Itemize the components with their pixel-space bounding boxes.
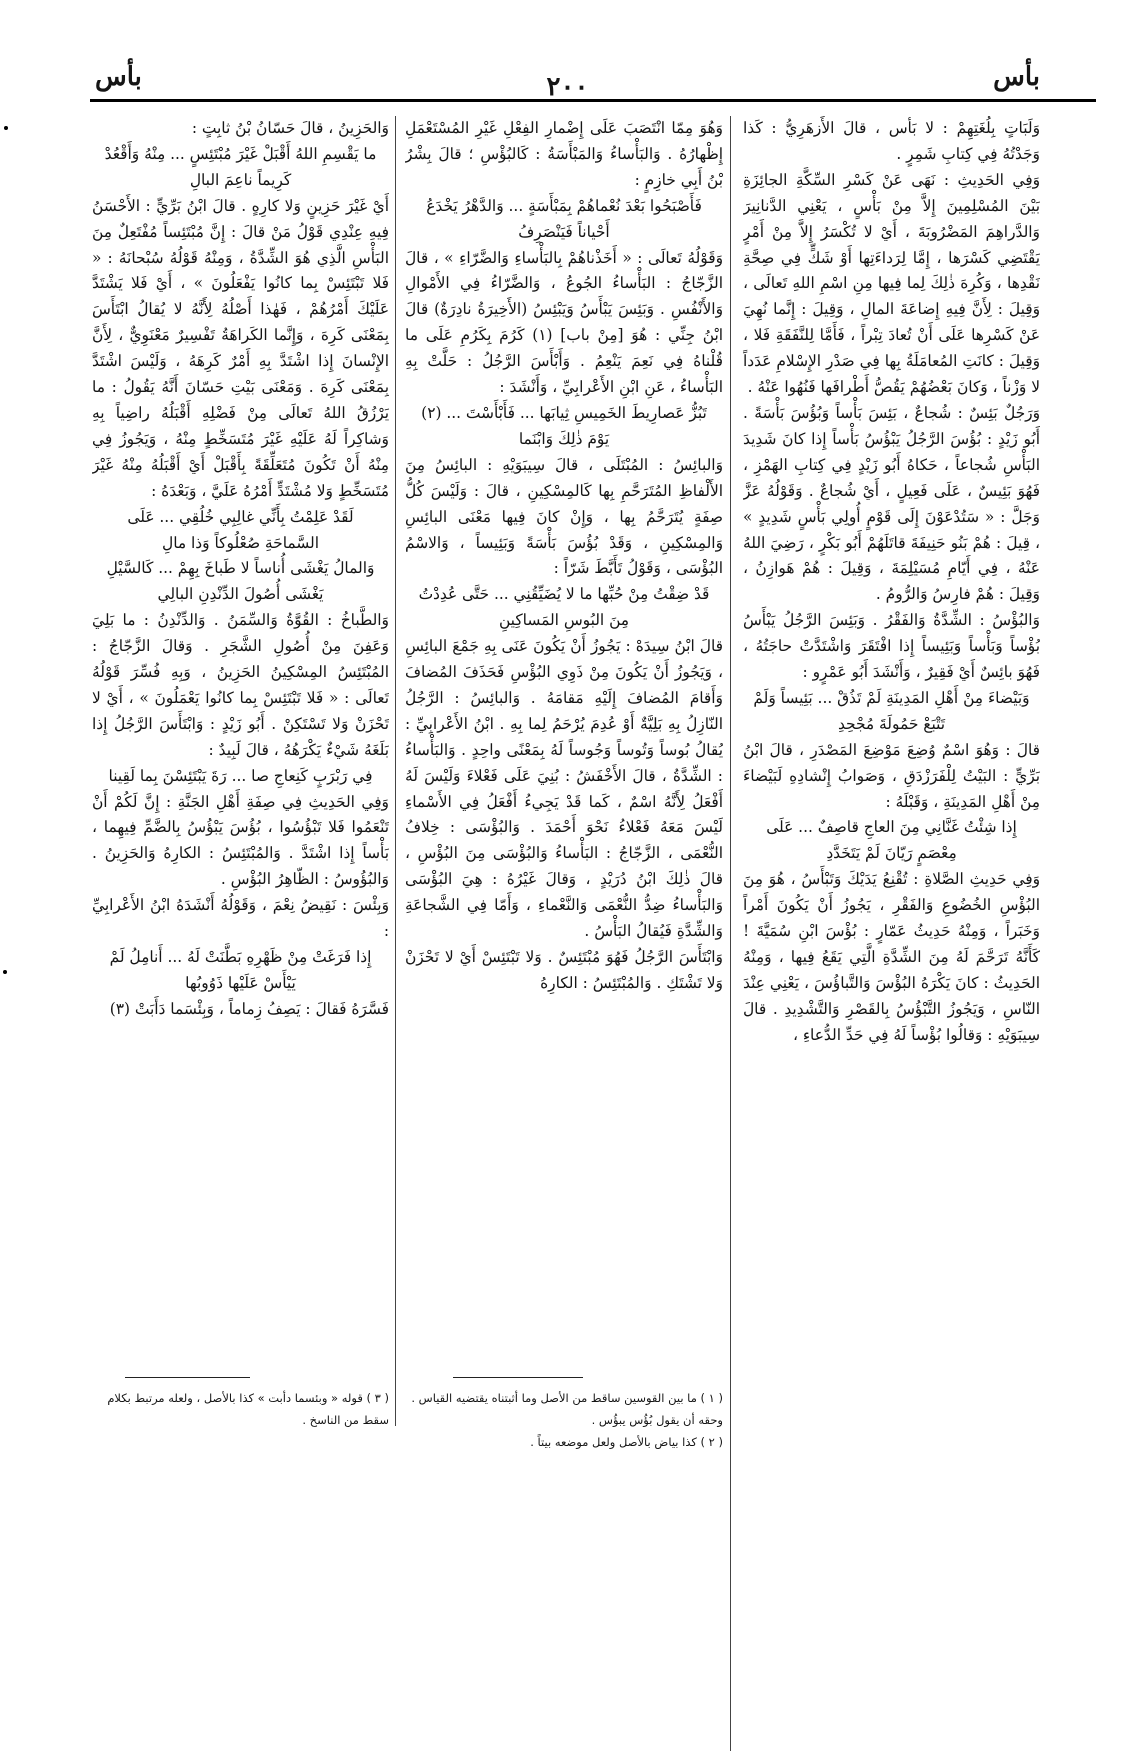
verse: ما يَقْسِمِ اللهُ أَقْبَلْ غَيْرَ مُبْتَئِسٍ ... مِنْهُ وَأَقْعُدْ كَرِيماً ناعِمَ البالِ — [104, 144, 377, 189]
footnote-rule — [453, 1377, 583, 1378]
headword-right: بأس — [993, 62, 1040, 92]
paragraph: وَالبائِسُ : المُبْتَلَى ، قالَ سِيبَوَيْهِ : البائِسُ مِنَ الأَلْفاظِ المُتَرَحَّمِ بِها كَالمِسْكِينِ ، قالَ : وَلَيْسَ كُلُّ صِفَةٍ يُتَرَحَّمُ بِها ، وَإِنْ كانَ فِيها مَعْنَى البائِسِ وَالمِسْكِينِ ، وَقَدْ بُؤُسَ بَأْسَةً وَبَئِيساً ، وَالاسْمُ البُؤْسَى ، وَقَوْلُ تَأَبَّطَ شَرّاً : — [405, 455, 723, 578]
column-right — [743, 116, 1040, 1456]
footnote: ( ٢ ) كذا بياض بالأصل ولعل موضعه بيتاً . — [530, 1435, 723, 1449]
verse: فَأَصْبَحُوا بَعْدَ نُعْماهُمْ بِمَبْأَسَةٍ ... وَالدَّهْرُ يَخْدَعُ أَحْياناً فَيَنْصَرِفُ — [426, 196, 702, 241]
footnote: ( ١ ) ما بين القوسين ساقط من الأصل وما أثبتناه يقتضيه القياس . وحقه أن يقول بُؤُس يبؤُس . — [411, 1391, 723, 1427]
verse: وَالمالُ يَغْشَى أُناساً لا طَباخَ بِهِمْ ... كَالسَّيْلِ يَغْشَى أُصُولَ الدِّنْدِنِ البالِي — [106, 559, 375, 604]
headword-left: بأس — [95, 62, 142, 92]
verse: تَبُزُّ عَصارِيطَ الخَمِيسِ ثِيابَها ... فَأَبْأَسْتَ ... (٢) يَوْمَ ذٰلِكَ وَابْنَما — [421, 403, 707, 448]
verse: فِي رَبْرَبٍ كَنِعاجِ صا ... رَةَ يَبْتَئِسْنَ بِما لَقِينا — [108, 766, 373, 785]
column-divider-left — [395, 116, 396, 1426]
footnotes-middle — [405, 1387, 723, 1453]
paragraph: وَالبُؤْسُ : الشِّدَّةُ وَالفَقْرُ . وَبَئِسَ الرَّجُلُ يَبْأَسُ بُؤْساً وَبَأْساً وَبَئِيساً إِذا افْتَقَرَ وَاشْتَدَّتْ حاجَتُهُ ، فَهُوَ بائِسٌ أَيْ فَقِيرٌ ، وَأَنْشَدَ أَبُو عَمْرٍو : — [743, 611, 1040, 682]
paragraph: فَسَّرَهُ فَقالَ : يَصِفُ زِماماً ، وَبِئْسَما دَأَبَتْ (٣) — [109, 999, 389, 1018]
verse: قَدْ ضِقْتُ مِنْ حُبِّها ما لا يُضَيِّقُنِي ... حَتَّى عُدِدْتُ مِنَ البُوسِ المَساكِينِ — [418, 585, 710, 630]
paragraph: وَفِي الحَدِيثِ فِي صِفَةِ أَهْلِ الجَنَّةِ : إِنَّ لَكُمْ أَنْ تَنْعَمُوا فَلا تَبْؤُسُوا ، بُؤُسَ يَبْؤُسُ بِالضَّمِّ فِيهِما ، بَأْساً إِذا اشْتَدَّ . وَالمُبْتَئِسُ : الكارِهُ وَالحَزِينُ . وَالبُؤُوسُ : الظّاهِرُ البُؤْسِ . — [92, 792, 389, 889]
paragraph: وَلَبَاتٍ بِلُغَتِهِمْ : لا بَأْس ، قالَ الأَزهَرِيُّ : كَذا وَجَدْتُهُ فِي كِتابِ شَمِرٍ . — [743, 119, 1040, 163]
paragraph: قالَ ابْنُ سِيدَهْ : يَجُوزُ أَنْ يَكُونَ عَنَى بِهِ جَمْعَ البائِسِ ، وَيَجُوزُ أَنْ يَكُونَ مِنْ ذَوِي البُؤْسِ فَحَذَفَ المُضافَ وَأَقامَ المُضافَ إِلَيْهِ مَقامَهُ . وَالبائِسُ : الرَّجُلُ النّازِلُ بِهِ بَلِيَّةٌ أَوْ عُدِمَ يُرْحَمُ لِما بِهِ . ابْنُ الأَعْرابِيِّ : يُقالُ بُوساً وَتُوساً وَجُوساً لَهُ بِمَعْنًى واحِدٍ . وَالبَأْساءُ : الشِّدَّةُ ، قالَ الأَخْفَشُ : بُنِيَ عَلَى فَعْلاءَ وَلَيْسَ لَهُ أَفْعَلُ لِأَنَّهُ اسْمٌ ، كَما قَدْ يَجِيءُ أَفْعَلُ فِي الأَسْماءِ لَيْسَ مَعَهُ فَعْلاءُ نَحْوَ أَحْمَدَ . وَالبُؤْسَى : خِلافُ النُّعْمَى ، الزَّجّاجُ : البَأْساءُ وَالبُؤْسَى مِنَ البُؤْسِ ، قالَ ذٰلِكَ ابْنُ دُرَيْدٍ ، وَقالَ غَيْرُهُ : هِيَ البُؤْسَى وَالبَأْساءُ ضِدُّ النُّعْمَى وَالنَّعْماءِ ، وَأَمّا فِي الشَّجاعَةِ وَالشِّدَّةِ فَيُقالُ البَأْسُ . — [405, 637, 723, 941]
verse: إِذا فَرَغَتْ مِنْ ظَهْرِهِ بَطَّنَتْ لَهُ ... أَنامِلُ لَمْ يَيْأَسْ عَلَيْها ذَوُوبُها — [109, 948, 372, 992]
paragraph: وَبِئْسَ : نَقِيضُ نِعْمَ ، وَقَوْلُهُ أَنْشَدَهُ ابْنُ الأَعْرابِيِّ : — [92, 896, 389, 941]
verse: لَقَدْ عَلِمْتُ بِأَنِّي غالِبِي خُلُقِي ... عَلَى السَّماحَةِ صُعْلُوكاً وَذا مالِ — [127, 507, 354, 552]
paragraph: وَالطَّباخُ : القُوَّةُ وَالسِّمَنُ . وَالدِّنْدِنُ : ما بَلِيَ وَعَفِنَ مِنْ أُصُولِ الشَّجَرِ . وَقالَ الزَّجّاجُ : المُبْتَئِسُ المِسْكِينُ الحَزِينُ ، وَبِهِ فُسِّرَ قَوْلُهُ تَعالَى : « فَلا تَبْتَئِسْ بِما كانُوا يَعْمَلُونَ » ، أَيْ لا تَحْزَنْ وَلا تَسْتَكِنْ . أَبُو زَيْدٍ : وَابْتَأَسَ الرَّجُلُ إِذا بَلَغَهُ شَيْءٌ يَكْرَهُهُ ، قالَ لَبِيدٌ : — [92, 611, 389, 759]
paragraph: وَهُوَ مِمّا انْتَصَبَ عَلَى إِضْمارِ الفِعْلِ غَيْرِ المُسْتَعْمَلِ إِظْهارُهُ . وَالبَأْساءُ وَالمَبْأَسَةُ : كَالبُؤْسِ ؛ قالَ بِشْرُ بْنُ أَبِي خازِمٍ : — [405, 119, 723, 189]
column-divider-right — [730, 116, 731, 1751]
margin-mark — [3, 970, 7, 974]
footnotes-left — [92, 1387, 389, 1431]
verse: وَبَيْضاءَ مِنْ أَهْلِ المَدِينَةِ لَمْ تَذُقْ ... بَئِيساً وَلَمْ تَتْبَعْ حَمُولَةَ مُجْحِدِ — [753, 688, 1030, 733]
column-middle — [405, 116, 723, 1366]
paragraph: وَفِي الحَدِيثِ : نَهَى عَنْ كَسْرِ السِّكَّةِ الجائِزَةِ بَيْنَ المُسْلِمِينَ إِلاَّ مِنْ بَأْسٍ ، يَعْنِي الدَّنانِيرَ وَالدَّراهِمَ المَضْرُوبَةَ ، أَيْ لا تُكْسَرُ إِلاَّ مِنْ أَمْرٍ يَقْتَضِي كَسْرَها ، إِمَّا لِرَداءَتِها أَوْ شَكٍّ فِي صِحَّةِ نَقْدِها ، وَكُرِهَ ذٰلِكَ لِما فِيها مِنِ اسْمِ اللهِ تَعالَى ، وَقِيلَ : لِأَنَّ فِيهِ إِضاعَةَ المالِ ، وَقِيلَ : إِنَّما نُهِيَ عَنْ كَسْرِها عَلَى أَنْ تُعادَ تِبْراً ، فَأَمَّا لِلنَّفَقَةِ فَلا ، وَقِيلَ : كانَتِ المُعامَلَةُ بِها فِي صَدْرِ الإِسْلامِ عَدَداً لا وَزْناً ، وَكانَ بَعْضُهُمْ يَقُصُّ أَطْرافَها فَنُهُوا عَنْهُ . — [743, 170, 1040, 397]
paragraph: وَابْتَأَسَ الرَّجُلُ فَهُوَ مُبْتَئِسٌ . وَلا تَبْتَئِسْ أَيْ لا تَحْزَنْ وَلا تَشْتَكِ . وَالمُبْتَئِسُ : الكارِهُ — [405, 948, 723, 992]
paragraph: أَيْ غَيْرَ حَزِينٍ وَلا كارِهٍ . قالَ ابْنُ بَرِّيٍّ : الأَحْسَنُ فِيهِ عِنْدِي قَوْلُ مَنْ قالَ : إِنَّ مُبْتَئِساً مُفْتَعِلٌ مِنَ البَأْسِ الَّذِي هُوَ الشِّدَّةُ ، وَمِنْهُ قَوْلُهُ سُبْحانَهُ : « فَلا تَبْتَئِسْ بِما كانُوا يَفْعَلُونَ » ، أَيْ فَلا يَشْتَدَّ عَلَيْكَ أَمْرُهُمْ ، فَهٰذا أَصْلُهُ لِأَنَّهُ لا يُقالُ ابْتَأَسَ بِمَعْنَى كَرِهَ ، وَإِنَّما الكَراهَةُ تَفْسِيرٌ مَعْنَوِيٌّ ، لِأَنَّ الإِنْسانَ إِذا اشْتَدَّ بِهِ أَمْرٌ كَرِهَهُ ، وَلَيْسَ اشْتَدَّ بِمَعْنَى كَرِهَ . وَمَعْنَى بَيْتِ حَسّانَ أَنَّهُ يَقُولُ : ما يَرْزُقُ اللهُ تَعالَى مِنْ فَضْلِهِ أَقْبَلُهُ راضِياً بِهِ وَشاكِراً لَهُ عَلَيْهِ غَيْرَ مُتَسَخِّطٍ مِنْهُ ، وَيَجُوزُ فِي مِنْهُ أَنْ تَكُونَ مُتَعَلِّقَةً بِأَقْبَلْ أَيْ أَقْبَلُهُ مِنْهُ غَيْرَ مُتَسَخِّطٍ وَلا مُشْتَدٍّ أَمْرُهُ عَلَيَّ ، وَبَعْدَهُ : — [92, 196, 389, 500]
footnote: ( ٣ ) قوله « وبئسما دأبت » كذا بالأصل ، ولعله مرتبط بكلام سقط من الناسخ . — [107, 1391, 389, 1427]
verse: إِذا شِئْتُ غَنَّانِي مِنَ العاجِ قاصِفٌ ... عَلَى مِعْصَمٍ رَيّانَ لَمْ يَتَخَدَّدِ — [766, 818, 1017, 863]
header-rule — [90, 99, 1096, 102]
paragraph: وَفِي حَدِيثِ الصَّلاةِ : تُقْنِعُ يَدَيْكَ وَتَبْأَسُ ، هُوَ مِنَ البُؤْسِ الخُضُوعِ وَالفَقْرِ ، يَجُوزُ أَنْ يَكُونَ أَمْراً وَخَبَراً ، وَمِنْهُ حَدِيثُ عَمّارٍ : بُؤْسَ ابْنِ سُمَيَّةَ ! كَأَنَّهُ تَرَحَّمَ لَهُ مِنَ الشِّدَّةِ الَّتِي يَقَعُ فِيها ، وَمِنْهُ الحَدِيثُ : كانَ يَكْرَهُ البُؤْسَ وَالتَّباؤُسَ ، يَعْنِي عِنْدَ النّاسِ ، وَيَجُوزُ التَّبْؤُسُ بِالقَصْرِ وَالتَّشْدِيدِ . قالَ سِيبَوَيْهِ : وَقالُوا بُؤْساً لَهُ فِي حَدِّ الدُّعاءِ ، — [743, 870, 1040, 1044]
paragraph: وَالحَزِينُ ، قالَ حَسّانُ بْنُ ثابِتٍ : — [191, 119, 389, 137]
footnote-rule — [125, 1377, 250, 1378]
paragraph: وَقَوْلُهُ تَعالَى : « أَخَذْناهُمْ بِالبَأْساءِ وَالضَّرّاءِ » ، قالَ الزَّجّاجُ : البَأْساءُ الجُوعُ ، وَالضَّرّاءُ فِي الأَمْوالِ وَالأَنْفُسِ . وَبَئِسَ يَبْأَسُ وَيَبْئِسُ (الأَخِيرَةُ نادِرَةٌ) قالَ ابْنُ جِنِّي : هُوَ [مِنْ باب] (١) كَرُمَ بِكَرُمِ عَلَى ما قُلْناهُ فِي نَعِمَ يَنْعِمُ . وَأَبْأَسَ الرَّجُلُ : حَلَّتْ بِهِ البَأْساءُ ، عَنِ ابْنِ الأَعْرابِيِّ ، وَأَنْشَدَ : — [405, 248, 723, 397]
page-number: ٢٠٠ — [546, 72, 589, 102]
paragraph: قالَ : وَهُوَ اسْمٌ وُضِعَ مَوْضِعَ المَصْدَرِ ، قالَ ابْنُ بَرِّيٍّ : البَيْتُ لِلْفَرَزْدَقِ ، وَصَوابُ إِنْشادِهِ لَبَيْضاءَ مِنْ أَهْلِ المَدِينَةِ ، وَقَبْلَهُ : — [743, 740, 1040, 811]
paragraph: وَرَجُلٌ بَئِسٌ : شُجاعٌ ، بَئِسَ بَأْساً وَبُؤُسَ بَأْسَةً . أَبُو زَيْدٍ : بُؤُسَ الرَّجُلُ يَبْؤُسُ بَأْساً إِذا كانَ شَدِيدَ البَأْسِ شُجاعاً ، حَكاهُ أَبُو زَيْدٍ فِي كِتابِ الهَمْزِ ، فَهُوَ بَئِيسٌ ، عَلَى فَعِيلٍ ، أَيْ شُجاعٌ . وَقَوْلُهُ عَزَّ وَجَلَّ : « سَتُدْعَوْنَ إِلَى قَوْمٍ أُولِي بَأْسٍ شَدِيدٍ » ، قِيلَ : هُمْ بَنُو حَنِيفَةَ قاتَلَهُمْ أَبُو بَكْرٍ ، رَضِيَ اللهُ عَنْهُ ، فِي أَيّامِ مُسَيْلِمَةَ ، وَقِيلَ : هُمْ هَوازِنُ ، وَقِيلَ : هُمْ فارِسُ وَالرُّومُ . — [743, 403, 1040, 604]
column-left — [92, 116, 389, 1366]
margin-mark — [4, 126, 8, 130]
